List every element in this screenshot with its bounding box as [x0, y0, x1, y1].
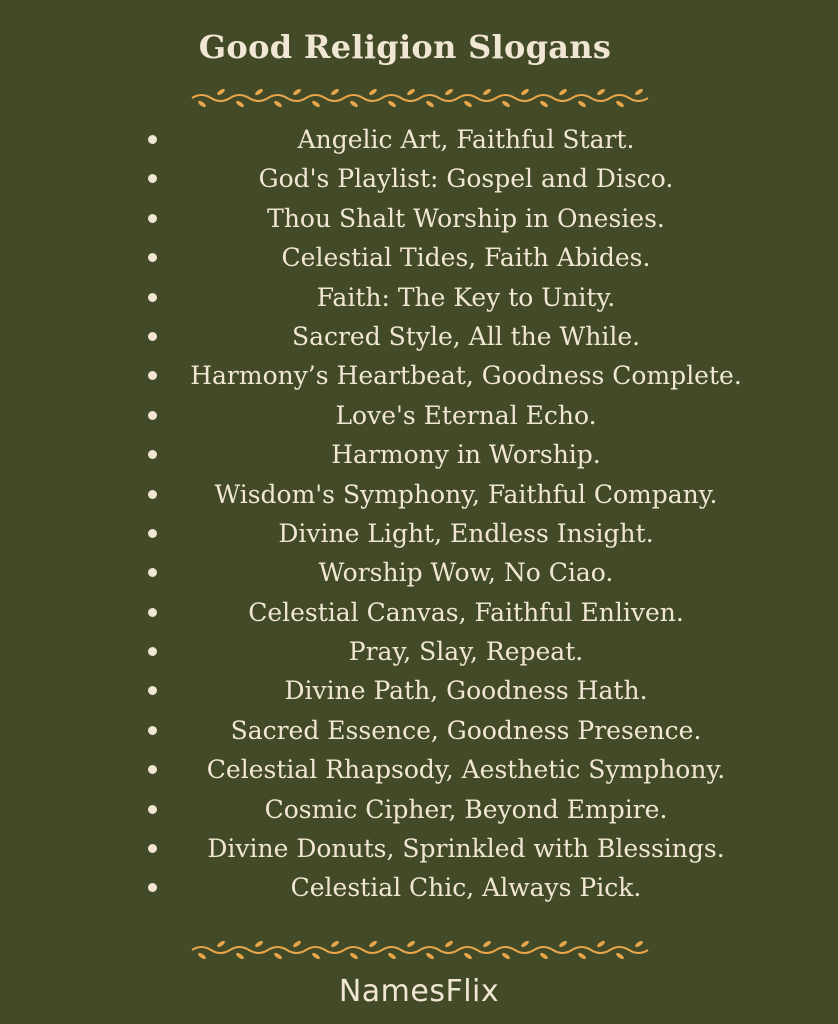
- bullet-icon: [148, 844, 157, 853]
- slogan-text: Harmony in Worship.: [331, 440, 601, 470]
- slogan-text: Angelic Art, Faithful Start.: [297, 125, 635, 154]
- bullet-icon: [148, 805, 157, 814]
- bullet-icon: [148, 529, 157, 538]
- slogan-text: Cosmic Cipher, Beyond Empire.: [264, 794, 668, 824]
- vine-divider-icon: [188, 938, 650, 962]
- list-item: [0, 199, 838, 238]
- list-item: [0, 711, 838, 750]
- bullet-icon: [148, 332, 157, 341]
- list-item: [0, 750, 838, 789]
- slogan-text: Celestial Chic, Always Pick.: [290, 873, 642, 903]
- bullet-icon: [148, 411, 157, 420]
- slogan-text: Divine Light, Endless Insight.: [278, 518, 654, 548]
- bullet-icon: [148, 568, 157, 577]
- bullet-icon: [148, 214, 157, 223]
- bullet-icon: [148, 686, 157, 695]
- list-item: [0, 317, 838, 356]
- slogan-text: Pray, Slay, Repeat.: [348, 637, 584, 667]
- list-item: [0, 120, 838, 159]
- list-item: [0, 396, 838, 435]
- list-item: [0, 475, 838, 514]
- slogan-text: Love's Eternal Echo.: [335, 400, 597, 430]
- list-item: [0, 514, 838, 553]
- list-item: [0, 356, 838, 395]
- bullet-icon: [148, 450, 157, 459]
- slogan-text: Celestial Rhapsody, Aesthetic Symphony.: [206, 755, 726, 785]
- list-item: [0, 278, 838, 317]
- slogan-list: [0, 120, 838, 908]
- bullet-icon: [148, 647, 157, 656]
- bullet-icon: [148, 608, 157, 617]
- bullet-icon: [148, 726, 157, 735]
- slogan-text: Celestial Tides, Faith Abides.: [281, 243, 651, 273]
- list-item: [0, 553, 838, 592]
- page-title: Good Religion Slogans: [198, 28, 612, 66]
- bullet-icon: [148, 174, 157, 183]
- list-item: [0, 435, 838, 474]
- slogan-text: Thou Shalt Worship in Onesies.: [267, 203, 665, 233]
- vine-divider-icon: [188, 86, 650, 110]
- slogan-text: Sacred Style, All the While.: [291, 321, 641, 351]
- list-item: [0, 593, 838, 632]
- bullet-icon: [148, 765, 157, 774]
- slogan-text: Divine Path, Goodness Hath.: [284, 676, 648, 706]
- slogan-text: Divine Donuts, Sprinkled with Blessings.: [207, 834, 725, 864]
- list-item: [0, 829, 838, 868]
- bullet-icon: [148, 490, 157, 499]
- slogan-text: Faith: The Key to Unity.: [316, 282, 616, 312]
- slogan-text: Sacred Essence, Goodness Presence.: [230, 715, 702, 745]
- list-item: [0, 671, 838, 710]
- slogan-text: Harmony’s Heartbeat, Goodness Complete.: [190, 361, 742, 391]
- bullet-icon: [148, 883, 157, 892]
- bullet-icon: [148, 253, 157, 262]
- slogan-text: Worship Wow, No Ciao.: [318, 558, 614, 588]
- slogan-text: Wisdom's Symphony, Faithful Company.: [214, 479, 718, 509]
- bullet-icon: [148, 135, 157, 144]
- slogan-text: Celestial Canvas, Faithful Enliven.: [248, 597, 684, 627]
- slogan-text: God's Playlist: Gospel and Disco.: [258, 164, 674, 194]
- list-item: [0, 868, 838, 907]
- bullet-icon: [148, 371, 157, 380]
- list-item: [0, 238, 838, 277]
- brand-logo: NamesFlix: [338, 974, 500, 1009]
- list-item: [0, 790, 838, 829]
- list-item: [0, 632, 838, 671]
- bullet-icon: [148, 293, 157, 302]
- list-item: [0, 159, 838, 198]
